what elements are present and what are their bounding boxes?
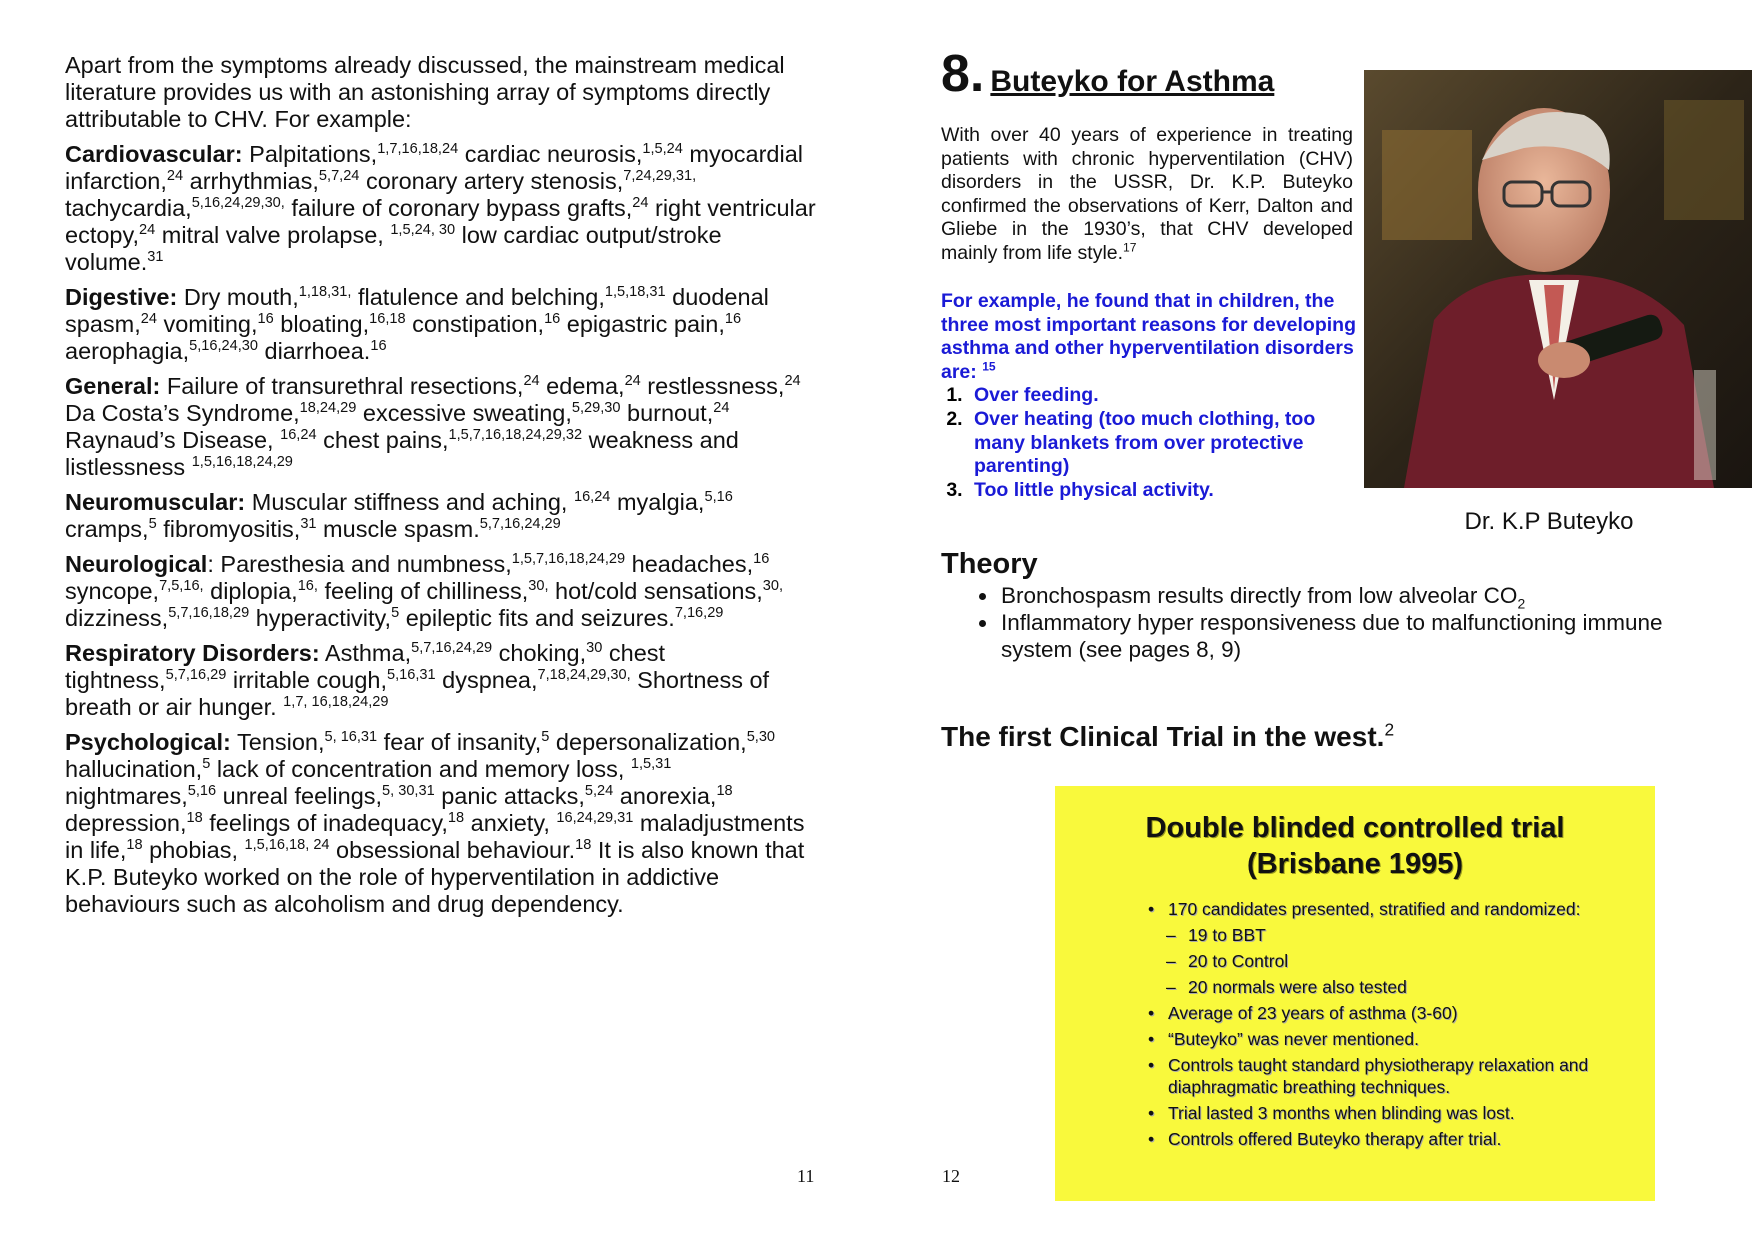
section-title: Buteyko for Asthma	[990, 65, 1275, 98]
theory-item-subscript: 2	[1517, 595, 1526, 612]
respiratory-paragraph: Respiratory Disorders: Asthma,$^{5,7,16,24,29}$ choking,$^{30}$ chest tightness,$^{5,7,16,29}$ irritable cough,$^{5,16,31}$ dyspnea,$^{7,18,24,29,30,}$ Shortness of breath or air hunger. $^{1,7, 16,18,24,29}$	[65, 640, 770, 720]
section-number: 8.	[941, 45, 985, 103]
box-sub-bullet-text: 19 to BBT	[1188, 925, 1266, 945]
box-sub-bullet: – 20 to Control	[1166, 951, 1289, 971]
theory-item: • Inflammatory hyper responsiveness due to malfunctioning immune system (see pages 8, 9)	[999, 609, 1720, 663]
cardiovascular-paragraph: Cardiovascular: Palpitations,$^{1,7,16,18,24}$ cardiac neurosis,$^{1,5,24}$ myocardial infarction,$^{24}$ arrhythmias,$^{5,7,24}$ coronary artery stenosis,$^{7,24,29,31,}$ tachycardia,$^{5,16,24,29,30,}$ failure of coronary bypass grafts,$^{24}$ right ventricular ectopy,$^{24}$ mitral valve prolapse, $^{1,5,24, 30}$ low cardiac output/stroke volume.$^{31}$	[65, 141, 816, 275]
trial-summary-box	[1055, 786, 1655, 1201]
box-bullet: • Trial lasted 3 months when blinding was lost.	[1148, 1103, 1515, 1123]
box-sub-bullet-text: 20 normals were also tested	[1188, 977, 1407, 997]
general-paragraph: General: Failure of transurethral resections,$^{24}$ edema,$^{24}$ restlessness,$^{24}$ Da Costa’s Syndrome,$^{18,24,29}$ excessive sweating,$^{5,29,30}$ burnout,$^{24}$ Raynaud’s Disease, $^{16,24}$ chest pains,$^{1,5,7,16,18,24,29,32}$ weakness and listlessness $^{1,5,16,18,24,29}$	[65, 373, 801, 480]
reason-item: 3. Too little physical activity.	[968, 479, 1361, 503]
box-sub-bullet: – 20 normals were also tested	[1166, 977, 1407, 997]
example-paragraph	[941, 290, 1361, 384]
neuromuscular-paragraph: Neuromuscular: Muscular stiffness and aching, $^{16,24}$ myalgia,$^{5,16}$ cramps,$^5$ fibromyositis,$^{31}$ muscle spasm.$^{5,7,16,24,29}$	[65, 489, 733, 542]
box-title-line: (Brisbane 1995)	[1247, 848, 1463, 880]
photo-caption: Dr. K.P Buteyko	[1464, 508, 1634, 535]
addiction-sentence: It is also known that K.P. Buteyko worked on the role of hyperventilation in addictive behaviours such as alcoholism and drug dependency.	[65, 837, 805, 917]
box-bullet: • 170 candidates presented, stratified and randomized:	[1148, 899, 1581, 919]
page-number-right: 12	[942, 1166, 960, 1186]
intro-paragraph-right	[941, 124, 1353, 266]
intro-ref: 17	[1123, 240, 1137, 255]
theory-list-block	[940, 582, 1720, 663]
page-number-left: 11	[797, 1166, 815, 1186]
box-bullet: • “Buteyko” was never mentioned.	[1148, 1029, 1419, 1049]
section-heading	[941, 44, 1274, 104]
left-page-body	[65, 52, 825, 926]
example-ref: 15	[982, 359, 996, 374]
reasons-list	[941, 384, 1361, 502]
buteyko-photo	[1364, 70, 1752, 488]
theory-item	[999, 582, 1720, 612]
reason-item: 1. Over feeding.	[968, 384, 1361, 408]
intro-text: With over 40 years of experience in treating patients with chronic hyperventilation (CHV) disorders in the USSR, Dr. K.P. Buteyko confirmed the observations of Kerr, Dalton and Gliebe in the 1930’s, that CHV developed mainly from life style.	[941, 124, 1353, 264]
box-bullet-text: “Buteyko” was never mentioned.	[1168, 1029, 1419, 1049]
box-bullet-list	[1148, 896, 1638, 1152]
psychological-paragraph: Psychological: Tension,$^{5, 16,31}$ fear of insanity,$^5$ depersonalization,$^{5,30}$ hallucination,$^5$ lack of concentration and memory loss, $^{1,5,31}$ nightmares,$^{5,16}$ unreal feelings,$^{5, 30,31}$ panic attacks,$^{5,24}$ anorexia,$^{18}$ depression,$^{18}$ feelings of inadequacy,$^{18}$ anxiety, $^{16,24,29,31}$ maladjustments in life,$^{18}$ phobias, $^{1,5,16,18, 24}$ obsessional behaviour.$^{18}$ It is also known that K.P. Buteyko worked on the role of hyperventilation in addictive behaviours such as alcoholism and drug dependency.	[65, 729, 805, 917]
box-bullet-text: Average of 23 years of asthma (3-60)	[1168, 1003, 1458, 1023]
box-sub-bullet: – 19 to BBT	[1166, 925, 1266, 945]
reasons-block	[941, 290, 1361, 502]
box-bullet-text: 170 candidates presented, stratified and randomized:	[1168, 899, 1581, 919]
box-title-line: Double blinded controlled trial	[1145, 812, 1565, 844]
reason-item: 2. Over heating (too much clothing, too many blankets from over protective parenting)	[968, 408, 1361, 479]
trial-ref: 2	[1384, 719, 1395, 740]
example-text: For example, he found that in children, the three most important reasons for developing asthma and other hyperventilation disorders are:	[941, 290, 1356, 383]
box-sub-bullet-text: 20 to Control	[1188, 951, 1289, 971]
box-bullet-text: Controls offered Buteyko therapy after trial.	[1168, 1129, 1502, 1149]
box-bullet-text: Controls taught standard physiotherapy relaxation and diaphragmatic breathing techniques.	[1168, 1055, 1589, 1097]
box-bullet: • Controls taught standard physiotherapy relaxation and diaphragmatic breathing techniques.	[1148, 1055, 1589, 1097]
theory-list	[940, 582, 1720, 663]
trial-heading-text: The first Clinical Trial in the west.	[941, 721, 1385, 752]
neurological-paragraph: Neurological: Paresthesia and numbness,$^{1,5,7,16,18,24,29}$ headaches,$^{16}$ syncope,$^{7,5,16,}$ diplopia,$^{16,}$ feeling of chilliness,$^{30,}$ hot/cold sensations,$^{30,}$ dizziness,$^{5,7,16,18,29}$ hyperactivity,$^5$ epileptic fits and seizures.$^{7,16,29}$	[65, 551, 783, 631]
box-bullet: • Controls offered Buteyko therapy after trial.	[1148, 1129, 1502, 1149]
box-bullet-text: Trial lasted 3 months when blinding was lost.	[1168, 1103, 1515, 1123]
box-title	[1055, 810, 1655, 882]
box-bullet: • Average of 23 years of asthma (3-60)	[1148, 1003, 1458, 1023]
theory-heading: Theory	[941, 548, 1038, 580]
theory-item-text: Bronchospasm results directly from low alveolar CO	[1001, 583, 1518, 608]
trial-heading	[941, 721, 1394, 753]
intro-paragraph: Apart from the symptoms already discussed, the mainstream medical literature provides us with an astonishing array of symptoms directly attributable to CHV. For example:	[65, 52, 785, 132]
digestive-paragraph: Digestive: Dry mouth,$^{1,18,31,}$ flatulence and belching,$^{1,5,18,31}$ duodenal spasm,$^{24}$ vomiting,$^{16}$ bloating,$^{16,18}$ constipation,$^{16}$ epigastric pain,$^{16}$ aerophagia,$^{5,16,24,30}$ diarrhoea.$^{16}$	[65, 284, 769, 364]
